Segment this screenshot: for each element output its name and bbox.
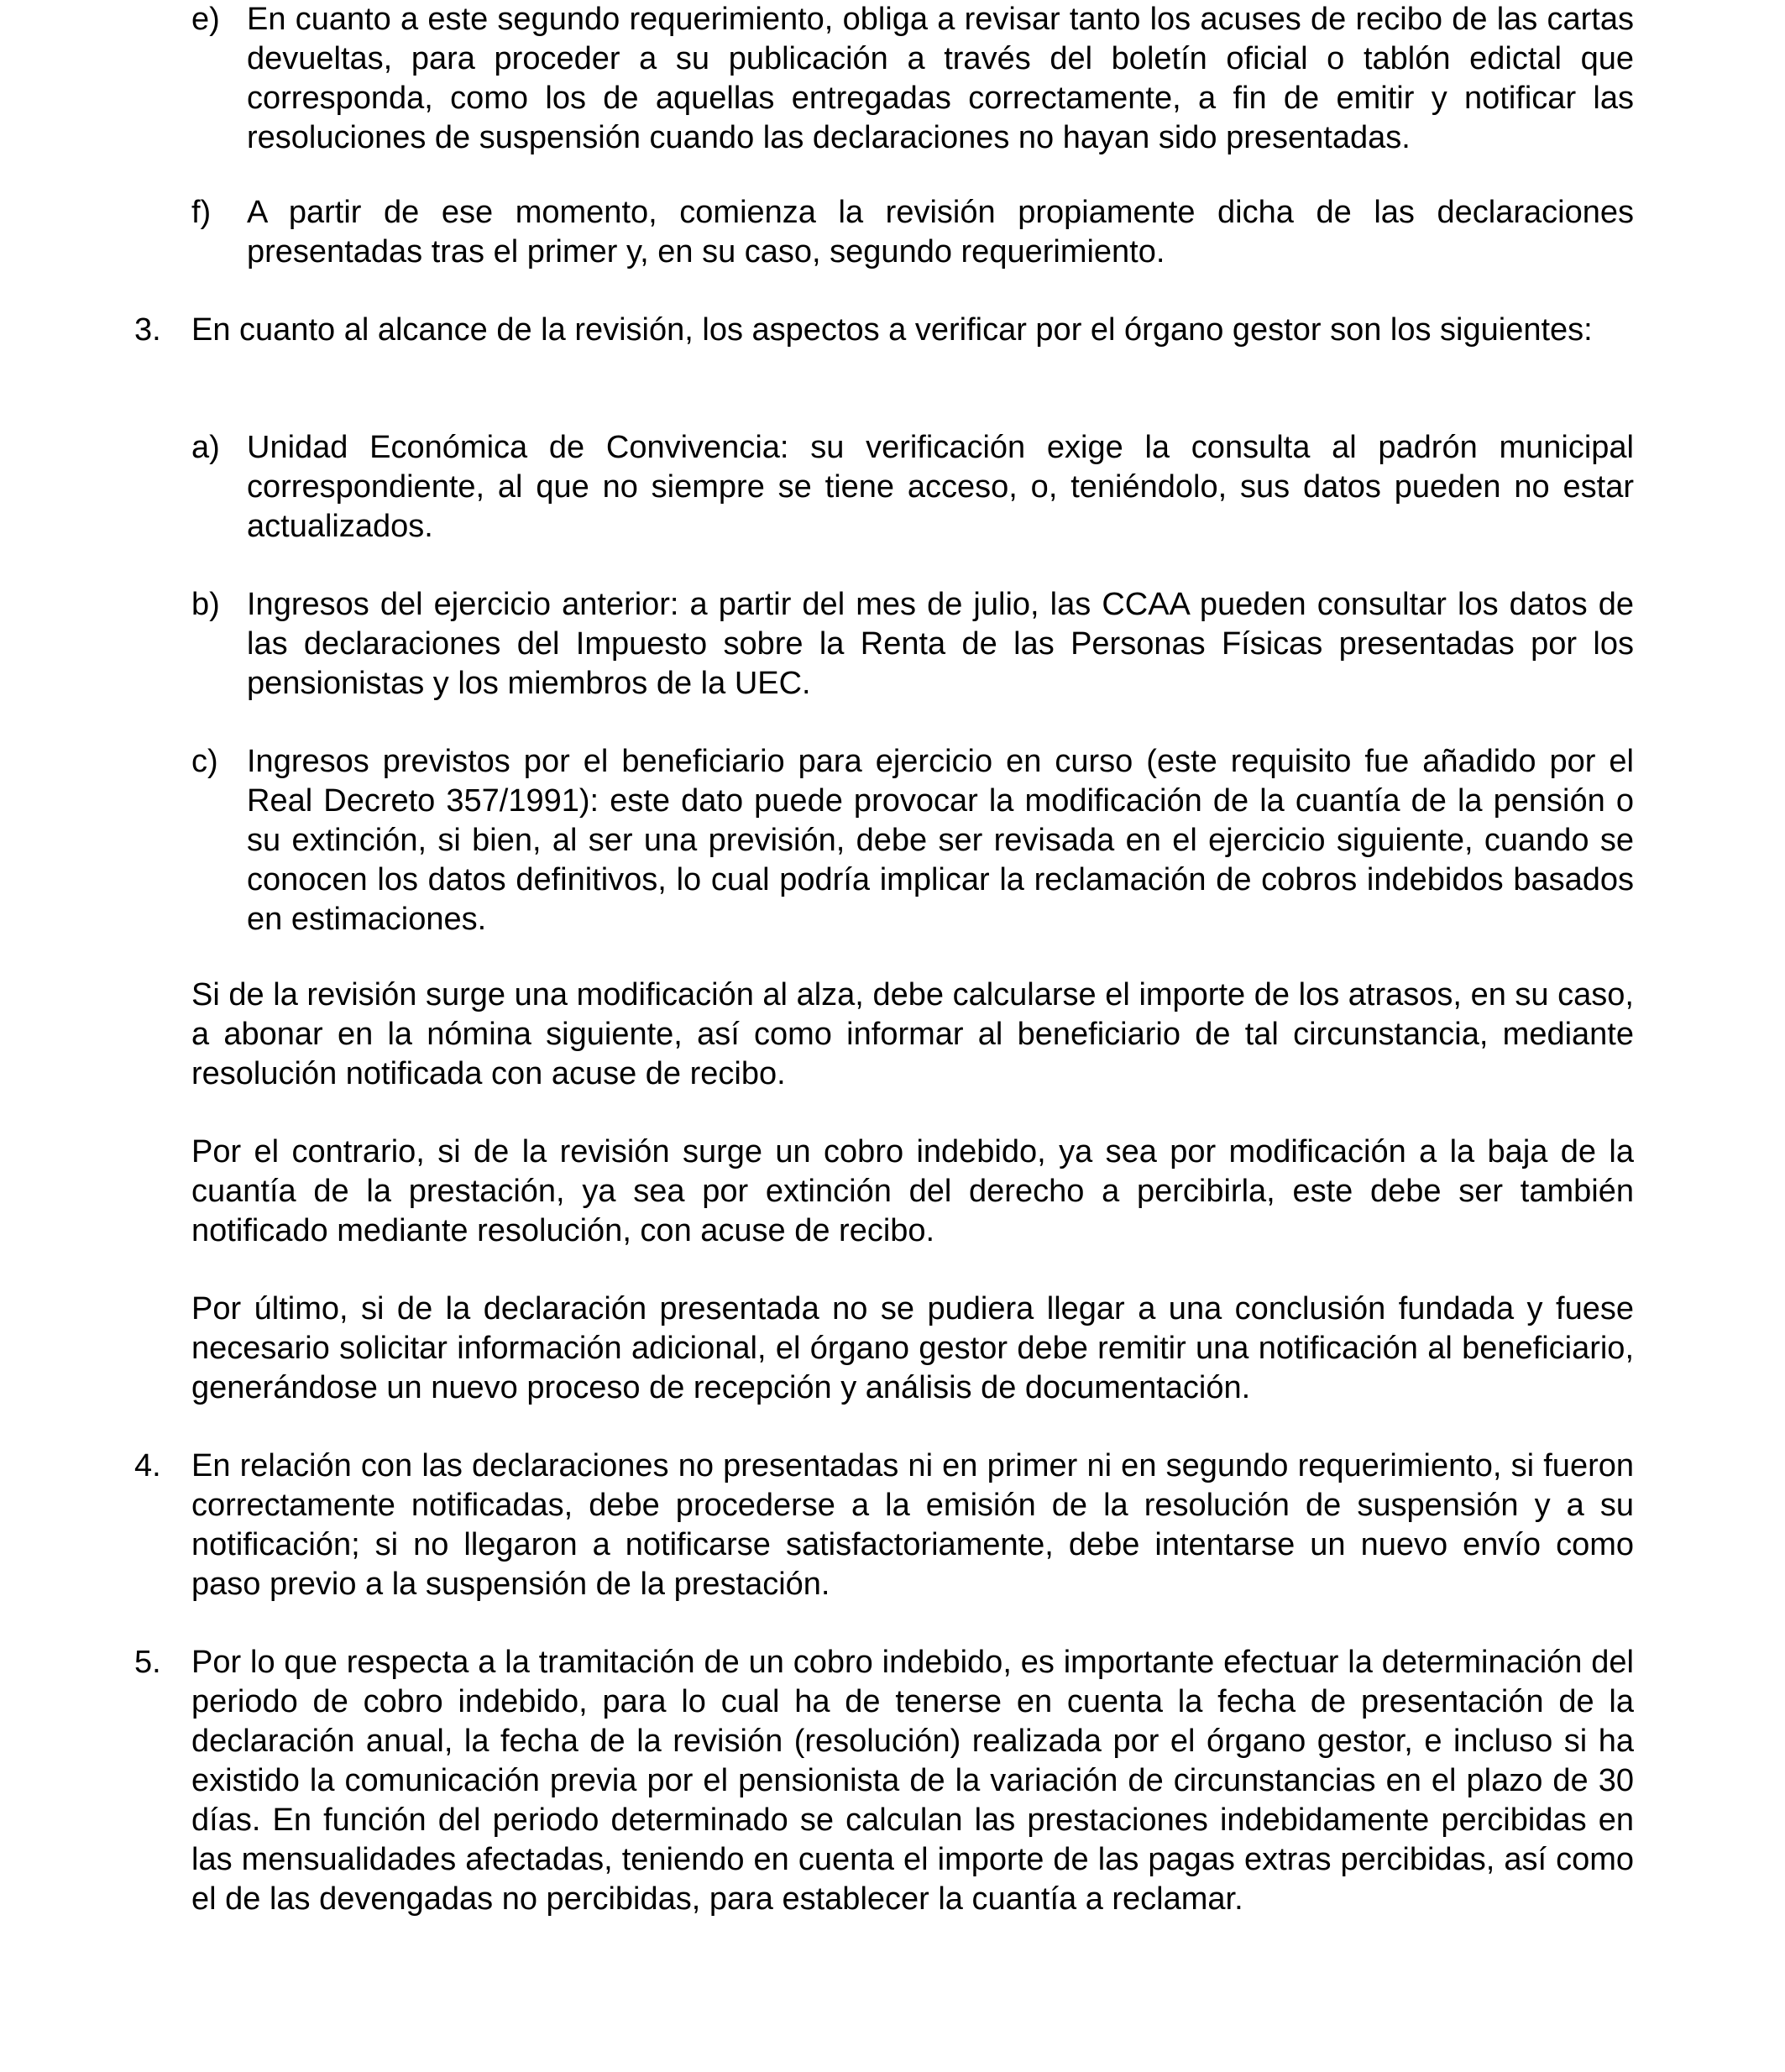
item-3b-text: Ingresos del ejercicio anterior: a partir del mes de julio, las CCAA pueden consultar los datos de las declaraciones del Impuesto sobre la Renta de las Personas Físicas presentadas por los pensionistas y los miembros de la UEC.	[247, 587, 1634, 701]
item-3-paragraph-2: Por el contrario, si de la revisión surge un cobro indebido, ya sea por modificación a la baja de la cuantía de la prestación, ya sea por extinción del derecho a percibirla, este debe ser también notificado mediante resolución, con acuse de recibo.	[191, 1134, 1634, 1248]
item-3c-marker: c)	[191, 744, 218, 779]
item-5-marker: 5.	[134, 1645, 161, 1680]
item-3a-marker: a)	[191, 430, 220, 465]
item-f-marker: f)	[191, 195, 212, 230]
item-3-paragraph-1: Si de la revisión surge una modificación al alza, debe calcularse el importe de los atrasos, en su caso, a abonar en la nómina siguiente, así como informar al beneficiario de tal circunstancia, mediante resolución notificada con acuse de recibo.	[191, 977, 1634, 1091]
item-5-text: Por lo que respecta a la tramitación de un cobro indebido, es importante efectuar la determinación del periodo de cobro indebido, para lo cual ha de tenerse en cuenta la fecha de presentación de la declaración anual, la fecha de la revisión (resolución) realizada por el órgano gestor, e incluso si ha existido la comunicación previa por el pensionista de la variación de circunstancias en el plazo de 30 días. En función del periodo determinado se calculan las prestaciones indebidamente percibidas en las mensualidades afectadas, teniendo en cuenta el importe de las pagas extras percibidas, así como el de las devengadas no percibidas, para establecer la cuantía a reclamar.	[191, 1645, 1634, 1917]
item-e-marker: e)	[191, 2, 220, 37]
item-3b-marker: b)	[191, 587, 220, 622]
item-3a-text: Unidad Económica de Convivencia: su verificación exige la consulta al padrón municipal correspondiente, al que no siempre se tiene acceso, o, teniéndolo, sus datos pueden no estar actualizados.	[247, 430, 1634, 544]
item-3-paragraph-3: Por último, si de la declaración presentada no se pudiera llegar a una conclusión fundada y fuese necesario solicitar información adicional, el órgano gestor debe remitir una notificación al beneficiario, generándose un nuevo proceso de recepción y análisis de documentación.	[191, 1291, 1634, 1405]
item-3-text: En cuanto al alcance de la revisión, los aspectos a verificar por el órgano gestor son los siguientes:	[191, 312, 1593, 348]
item-4-text: En relación con las declaraciones no presentadas ni en primer ni en segundo requerimiento, si fueron correctamente notificadas, debe procederse a la emisión de la resolución de suspensión y a su notificación; si no llegaron a notificarse satisfactoriamente, debe intentarse un nuevo envío como paso previo a la suspensión de la prestación.	[191, 1448, 1634, 1602]
item-4-marker: 4.	[134, 1448, 161, 1483]
item-3-marker: 3.	[134, 312, 161, 348]
item-e-text: En cuanto a este segundo requerimiento, obliga a revisar tanto los acuses de recibo de las cartas devueltas, para proceder a su publicación a través del boletín oficial o tablón edictal que corresponda, como los de aquellas entregadas correctamente, a fin de emitir y notificar las resoluciones de suspensión cuando las declaraciones no hayan sido presentadas.	[247, 2, 1634, 155]
item-f-text: A partir de ese momento, comienza la revisión propiamente dicha de las declaraciones presentadas tras el primer y, en su caso, segundo requerimiento.	[247, 195, 1634, 269]
item-3c-text: Ingresos previstos por el beneficiario para ejercicio en curso (este requisito fue añadido por el Real Decreto 357/1991): este dato puede provocar la modificación de la cuantía de la pensión o su extinción, si bien, al ser una previsión, debe ser revisada en el ejercicio siguiente, cuando se conocen los datos definitivos, lo cual podría implicar la reclamación de cobros indebidos basados en estimaciones.	[247, 744, 1634, 937]
